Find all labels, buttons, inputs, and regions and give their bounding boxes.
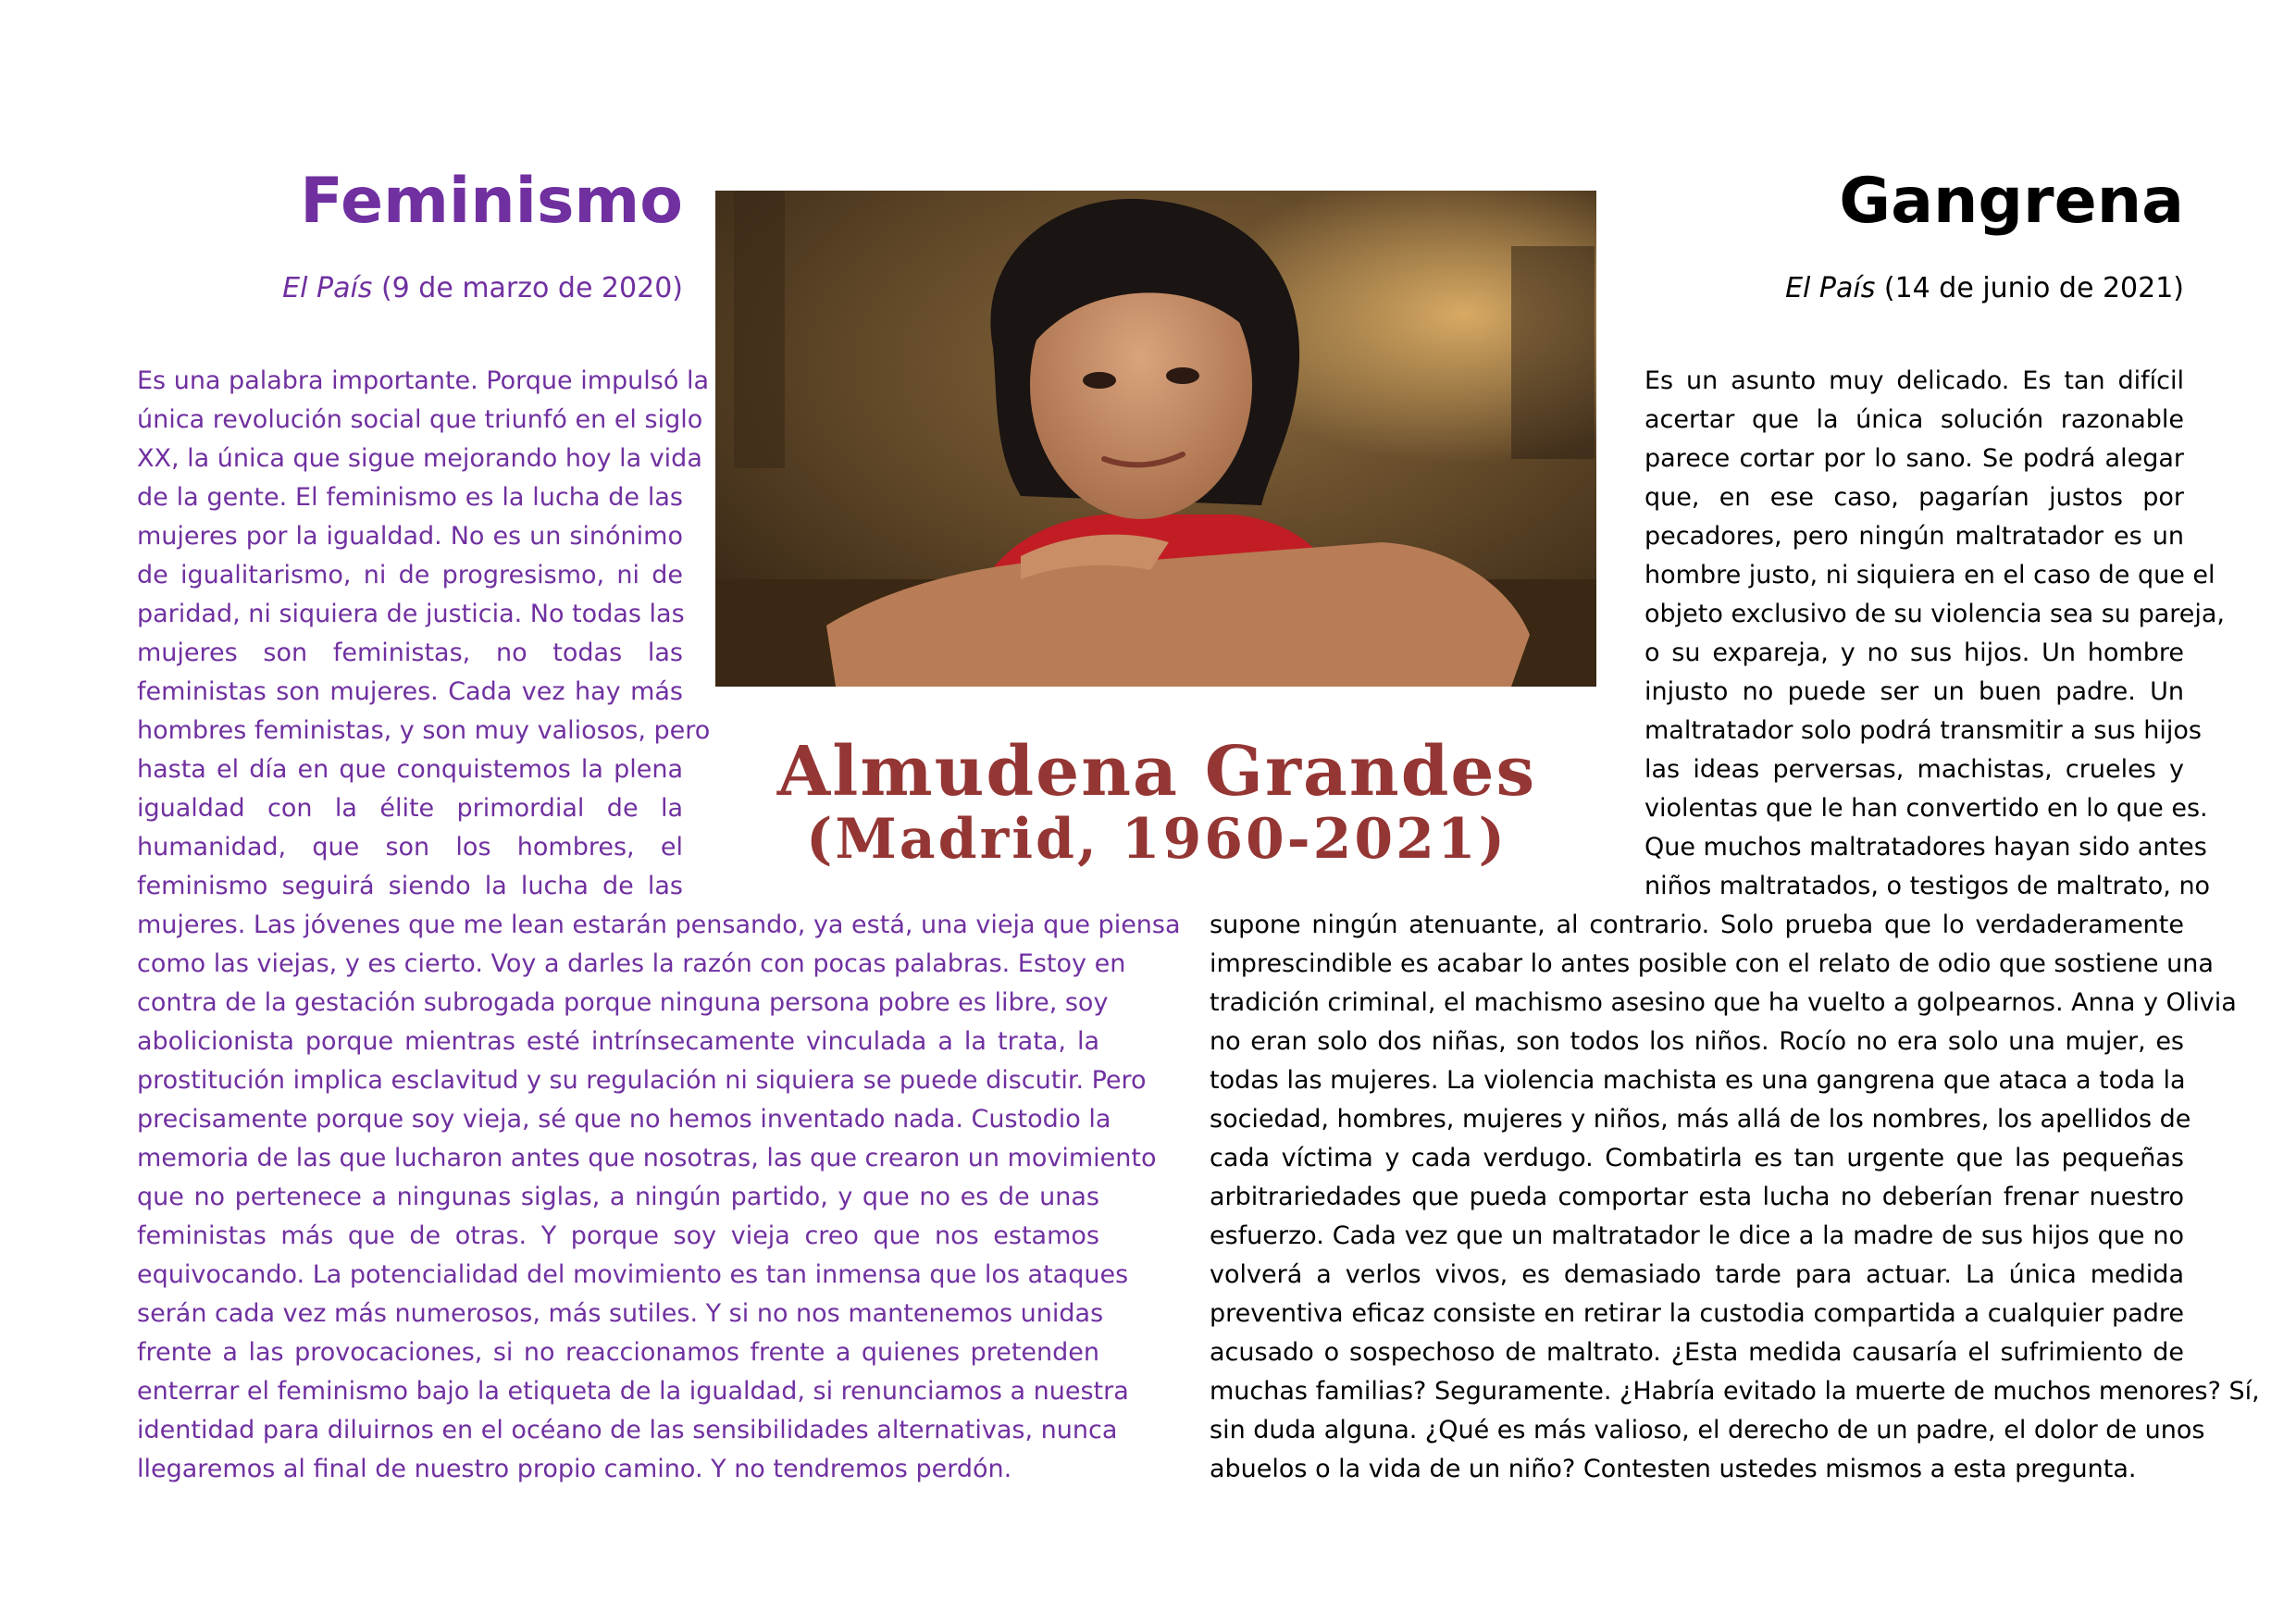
left-source-date: (9 de marzo de 2020): [372, 272, 683, 304]
body-line: memoria de las que lucharon antes que nosotras, las que crearon un movimiento: [137, 1144, 1157, 1172]
right-source-date: (14 de junio de 2021): [1875, 272, 2184, 304]
body-line: violentas que le han convertido en lo que es.: [1644, 794, 2208, 823]
body-line: feminismo seguirá siendo la lucha de las: [137, 872, 683, 900]
body-line: esfuerzo. Cada vez que un maltratador le dice a la madre de sus hijos que no: [1210, 1221, 2184, 1250]
body-line: abuelos o la vida de un niño? Contesten ustedes mismos a esta pregunta.: [1210, 1455, 2137, 1483]
body-line: mujeres. Las jóvenes que me lean estarán pensando, ya está, una vieja que piensa: [137, 911, 1181, 939]
body-line: precisamente porque soy vieja, sé que no hemos inventado nada. Custodio la: [137, 1105, 1111, 1134]
body-line: Es un asunto muy delicado. Es tan difícil: [1644, 366, 2184, 395]
body-line: o su expareja, y no sus hijos. Un hombre: [1644, 638, 2184, 667]
body-line: identidad para diluirnos en el océano de las sensibilidades alternativas, nunca: [137, 1416, 1118, 1444]
body-line: muchas familias? Seguramente. ¿Habría evitado la muerte de muchos menores? Sí,: [1210, 1377, 2260, 1406]
body-line: acertar que la única solución razonable: [1644, 405, 2184, 434]
body-line: preventiva eficaz consiste en retirar la custodia compartida a cualquier padre: [1210, 1299, 2184, 1328]
body-line: hombres feministas, y son muy valiosos, pero: [137, 716, 711, 745]
body-line: mujeres por la igualdad. No es un sinónimo: [137, 522, 683, 551]
body-line: injusto no puede ser un buen padre. Un: [1644, 677, 2184, 706]
left-article-title: Feminismo: [300, 165, 683, 238]
body-line: hombre justo, ni siquiera en el caso de que el: [1644, 561, 2215, 589]
author-dates: (Madrid, 1960-2021): [805, 807, 1508, 872]
body-line: de la gente. El feminismo es la lucha de las: [137, 483, 683, 512]
body-line: cada víctima y cada verdugo. Combatirla es tan urgente que las pequeñas: [1210, 1144, 2184, 1172]
body-line: paridad, ni siquiera de justicia. No todas las: [137, 600, 685, 628]
body-line: Que muchos maltratadores hayan sido antes: [1644, 833, 2207, 862]
body-line: que, en ese caso, pagarían justos por: [1644, 483, 2184, 512]
body-line: feministas más que de otras. Y porque soy vieja creo que nos estamos: [137, 1221, 1099, 1250]
body-line: niños maltratados, o testigos de maltrato, no: [1644, 872, 2211, 900]
body-line: contra de la gestación subrogada porque ninguna persona pobre es libre, soy: [137, 988, 1109, 1017]
body-line: supone ningún atenuante, al contrario. Solo prueba que lo verdaderamente: [1210, 911, 2184, 939]
body-line: arbitrariedades que pueda comportar esta lucha no deberían frenar nuestro: [1210, 1183, 2184, 1211]
body-line: sociedad, hombres, mujeres y niños, más allá de los nombres, los apellidos de: [1210, 1105, 2191, 1134]
body-line: maltratador solo podrá transmitir a sus hijos: [1644, 716, 2202, 745]
body-line: imprescindible es acabar lo antes posible con el relato de odio que sostiene una: [1210, 949, 2214, 978]
left-source-publication: El País: [282, 272, 373, 304]
body-line: XX, la única que sigue mejorando hoy la vida: [137, 444, 702, 473]
body-line: pecadores, pero ningún maltratador es un: [1644, 522, 2184, 551]
body-line: acusado o sospechoso de maltrato. ¿Esta medida causaría el sufrimiento de: [1210, 1338, 2184, 1367]
body-line: objeto exclusivo de su violencia sea su pareja,: [1644, 600, 2225, 628]
right-source-publication: El País: [1785, 272, 1876, 304]
body-line: equivocando. La potencialidad del movimiento es tan inmensa que los ataques: [137, 1260, 1129, 1289]
body-line: llegaremos al final de nuestro propio camino. Y no tendremos perdón.: [137, 1455, 1012, 1483]
left-article-source: [137, 270, 683, 307]
body-line: feministas son mujeres. Cada vez hay más: [137, 677, 683, 706]
body-line: serán cada vez más numerosos, más sutiles. Y si no nos mantenemos unidas: [137, 1299, 1104, 1328]
body-line: volverá a verlos vivos, es demasiado tarde para actuar. La única medida: [1210, 1260, 2184, 1289]
body-line: todas las mujeres. La violencia machista es una gangrena que ataca a toda la: [1210, 1066, 2186, 1095]
body-line: prostitución implica esclavitud y su regulación ni siquiera se puede discutir. Pero: [137, 1066, 1147, 1095]
body-line: tradición criminal, el machismo asesino que ha vuelto a golpearnos. Anna y Olivia: [1210, 988, 2237, 1017]
right-article-body: [1210, 362, 2260, 1489]
body-line: no eran solo dos niñas, son todos los niños. Rocío no era solo una mujer, es: [1210, 1027, 2184, 1056]
body-line: igualdad con la élite primordial de la: [137, 794, 683, 823]
body-line: única revolución social que triunfó en el siglo: [137, 405, 703, 434]
body-line: las ideas perversas, machistas, crueles y: [1644, 755, 2184, 784]
body-line: Es una palabra importante. Porque impulsó la: [137, 366, 710, 395]
body-line: de igualitarismo, ni de progresismo, ni de: [137, 561, 683, 589]
body-line: hasta el día en que conquistemos la plena: [137, 755, 683, 784]
body-line: como las viejas, y es cierto. Voy a darles la razón con pocas palabras. Estoy en: [137, 949, 1126, 978]
body-line: humanidad, que son los hombres, el: [137, 833, 683, 862]
body-line: sin duda alguna. ¿Qué es más valioso, el derecho de un padre, el dolor de unos: [1210, 1416, 2205, 1444]
right-article-title: Gangrena: [1839, 165, 2184, 238]
body-line: enterrar el feminismo bajo la etiqueta de la igualdad, si renunciamos a nuestra: [137, 1377, 1129, 1406]
body-line: mujeres son feministas, no todas las: [137, 638, 683, 667]
author-name: Almudena Grandes: [776, 732, 1537, 812]
body-line: parece cortar por lo sano. Se podrá alegar: [1644, 444, 2184, 473]
body-line: que no pertenece a ningunas siglas, a ningún partido, y que no es de unas: [137, 1183, 1099, 1211]
body-line: abolicionista porque mientras esté intrínsecamente vinculada a la trata, la: [137, 1027, 1099, 1056]
body-line: frente a las provocaciones, si no reaccionamos frente a quienes pretenden: [137, 1338, 1099, 1367]
